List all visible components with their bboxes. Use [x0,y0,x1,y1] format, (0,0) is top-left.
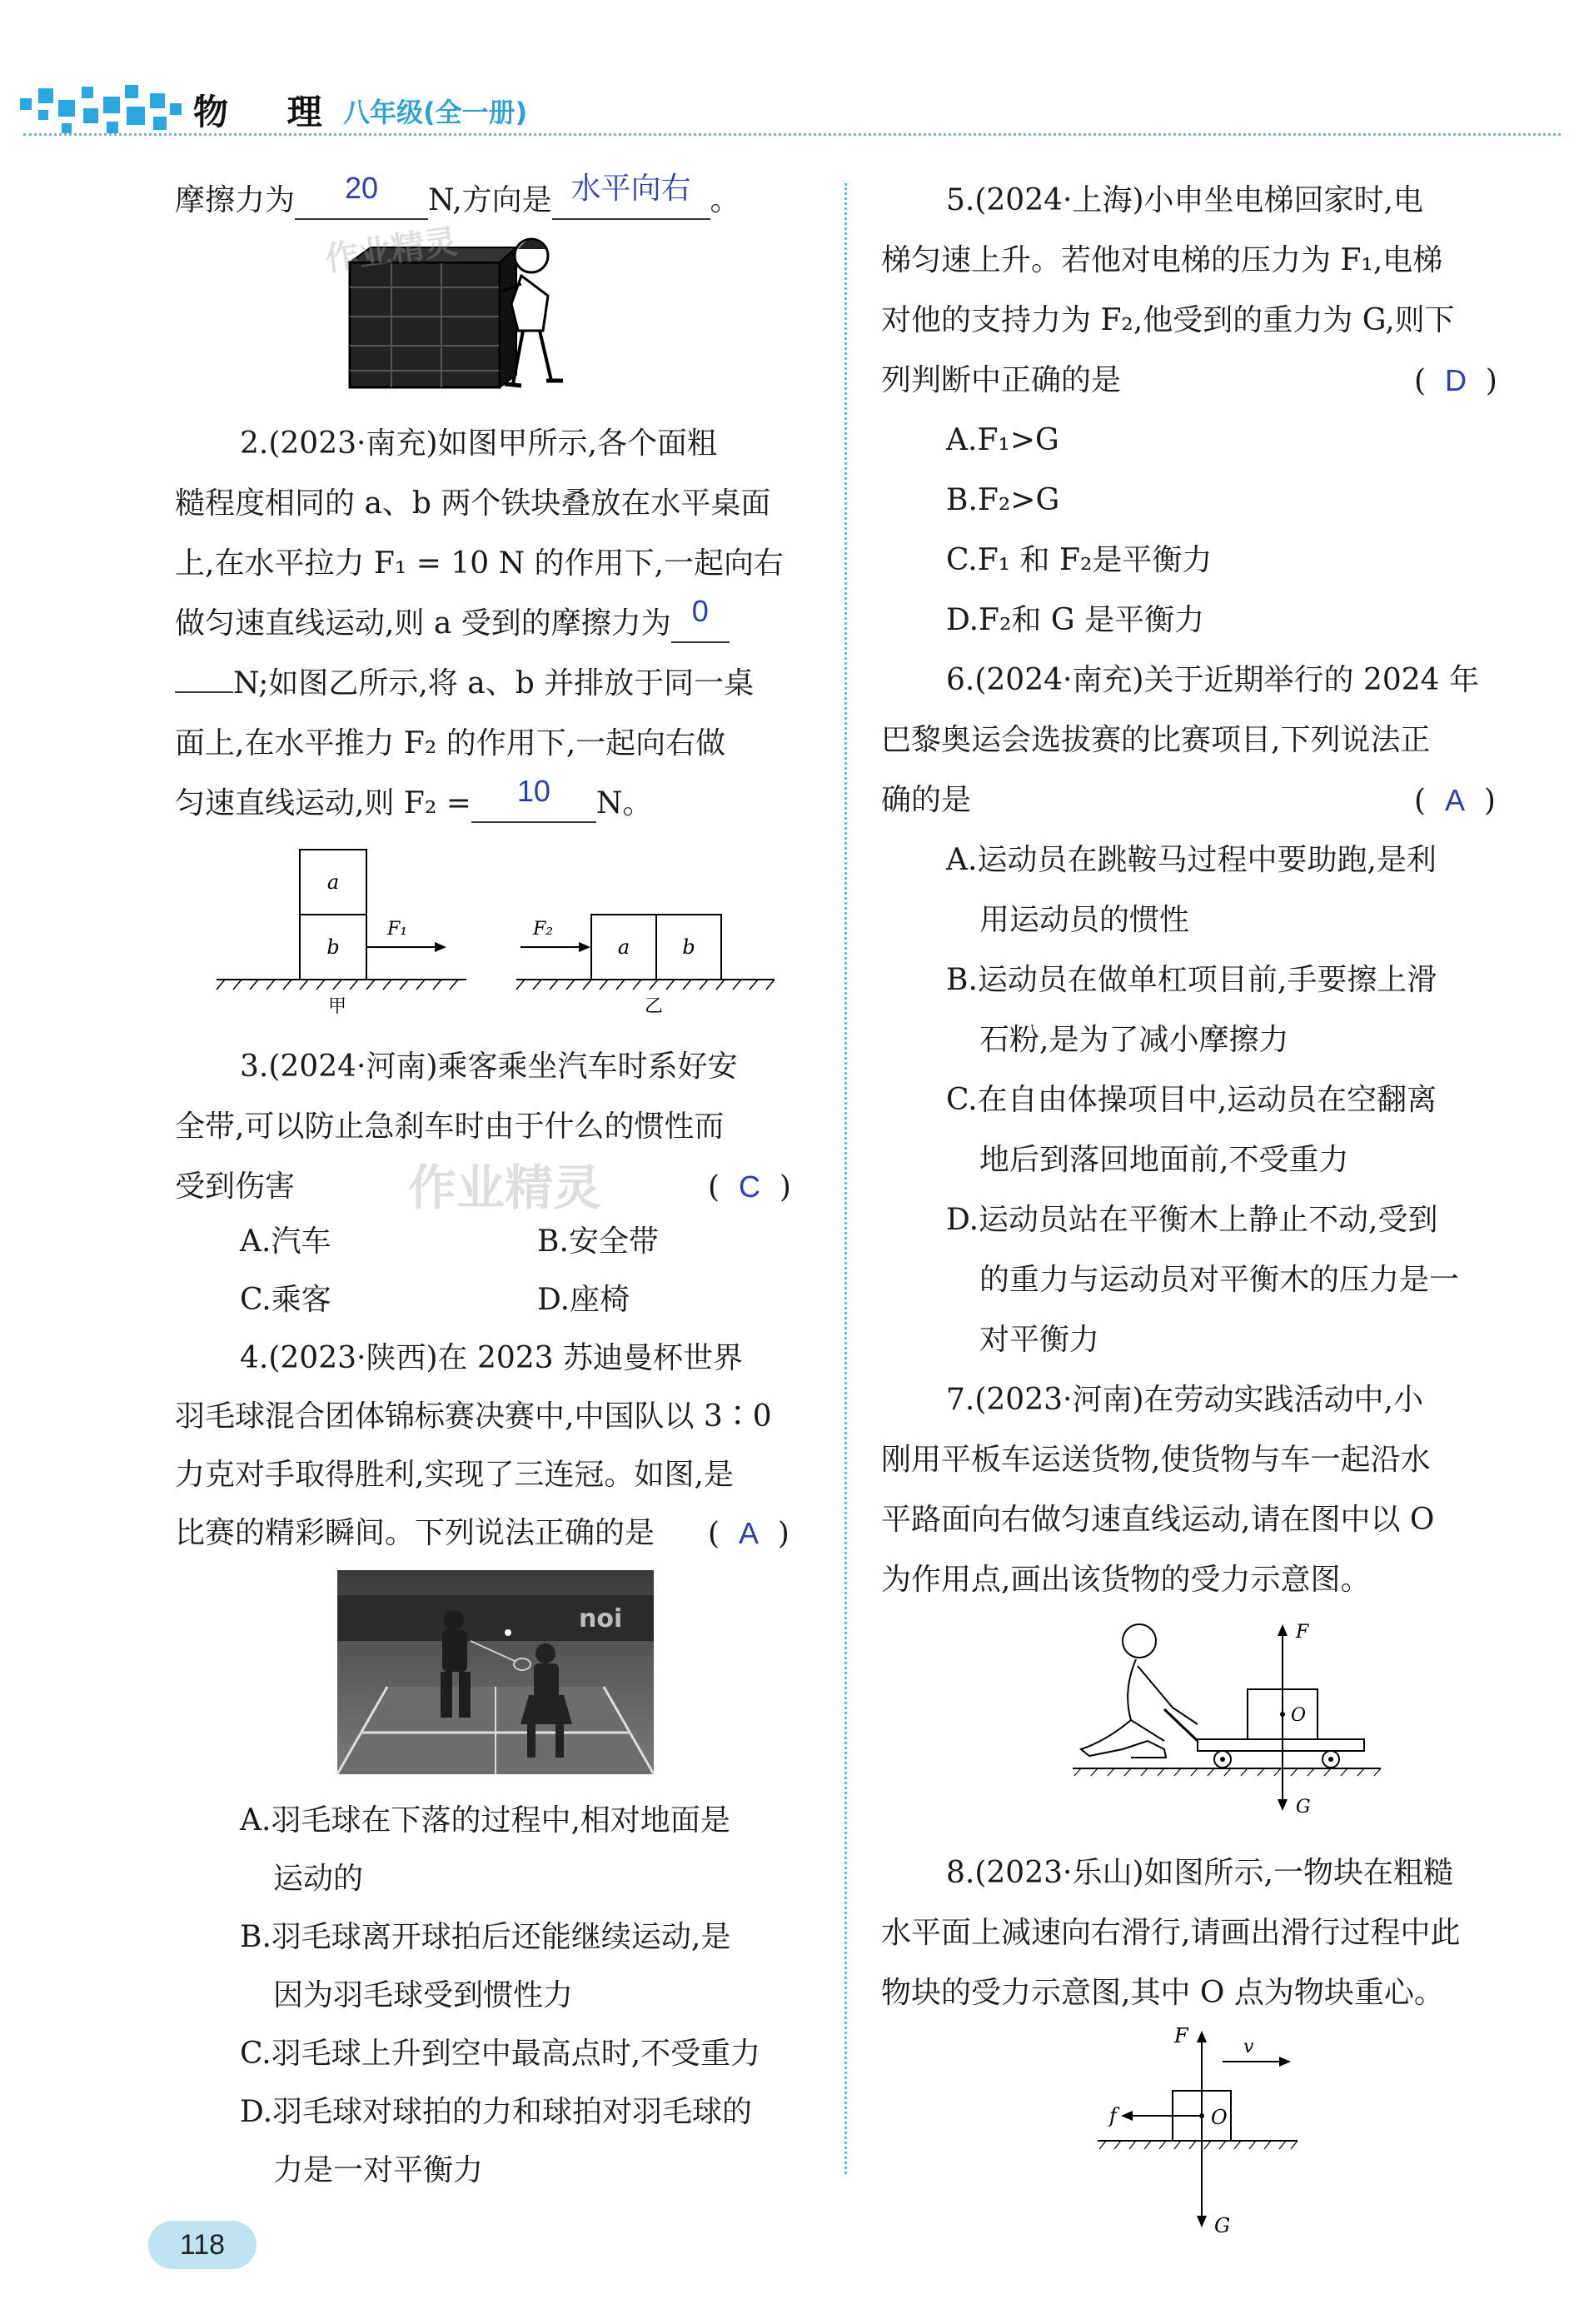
q1-text-post: 。 [710,183,740,217]
column-divider [844,183,847,2174]
q8-line-1: 8.(2023·乐山)如图所示,一物块在粗糙 [946,1856,1453,1890]
q1-text-mid: N,方向是 [428,183,552,217]
q4-answer-bracket: ( A ) [708,1516,790,1551]
q2-line-4 [175,594,730,654]
q2-line-7-tail: N。 [595,786,653,820]
q3-line-1: 3.(2024·河南)乘客乘坐汽车时系好安 [240,1050,738,1084]
q8-block-figure [1081,2024,1347,2241]
q1-line [175,171,740,231]
q2-answer-2: 10 [516,774,550,808]
watermark-2: 作业精灵 [408,1160,602,1216]
q2-blocks-figure [208,841,808,1016]
svg-text:noi: noi [579,1604,623,1633]
fig-caption-jia: 甲 [327,996,347,1017]
q6-answer: A [1444,783,1465,817]
q8-line-2: 水平面上减速向右滑行,请画出滑行过程中此 [881,1916,1461,1950]
q4-option-c-1: C.羽毛球上升到空中最高点时,不受重力 [240,2037,761,2071]
fig-caption-yi: 乙 [644,996,664,1017]
q3-option-a: A.汽车 [240,1224,331,1259]
q5-line-1: 5.(2024·上海)小申坐电梯回家时,电 [946,183,1423,217]
q8-label-O: O [1211,2106,1228,2129]
q2-line-1: 2.(2023·南充)如图甲所示,各个面粗 [240,426,717,461]
q3-option-c: C.乘客 [240,1283,331,1317]
q7-line-3: 平路面向右做匀速直线运动,请在图中以 O [881,1503,1435,1537]
q8-label-f: f [1109,2104,1117,2127]
q4-option-d-2: 力是一对平衡力 [273,2153,484,2187]
header-rule [23,133,1561,136]
q7-line-2: 刚用平板车运送货物,使货物与车一起沿水 [881,1443,1431,1477]
q6-line-2: 巴黎奥运会选拔赛的比赛项目,下列说法正 [881,723,1431,757]
q7-label-G: G [1296,1797,1311,1818]
q8-line-3: 物块的受力示意图,其中 O 点为物块重心。 [881,1976,1444,2010]
page-number: 118 [148,2221,257,2269]
q6-line-3: 确的是 [881,783,972,817]
fig-label-a-side: a [617,935,630,959]
q6-option-b-1: B.运动员在做单杠项目前,手要擦上滑 [946,963,1437,997]
q5-answer: D [1444,363,1467,397]
fig-label-F1: F₁ [387,919,408,940]
fig-label-a-top: a [326,870,340,894]
q6-option-a-2: 用运动员的惯性 [979,903,1190,937]
q4-option-a-2: 运动的 [273,1862,364,1896]
q1-text-pre: 摩擦力为 [175,183,296,217]
header-decoration [20,80,187,147]
q6-answer-bracket: ( A ) [1414,783,1496,818]
q6-option-b-2: 石粉,是为了减小摩擦力 [979,1023,1289,1057]
q4-line-3: 力克对手取得胜利,实现了三连冠。如图,是 [175,1458,734,1492]
q3-option-b: B.安全带 [537,1224,659,1259]
q7-label-O: O [1291,1705,1307,1726]
q8-label-F: F [1174,2024,1188,2047]
grade-title: 八年级(全一册) [343,97,528,128]
q2-line-5 [175,654,754,714]
q8-label-v: v [1243,2037,1254,2057]
q6-option-d-3: 对平衡力 [979,1323,1100,1357]
watermark-1: 作业精灵 [322,222,461,279]
q4-option-a-1: A.羽毛球在下落的过程中,相对地面是 [240,1803,730,1838]
q5-option-a: A.F₁>G [946,423,1059,457]
q5-line-2: 梯匀速上升。若他对电梯的压力为 F₁,电梯 [881,243,1443,277]
q2-line-3: 上,在水平拉力 F₁ = 10 N 的作用下,一起向右 [175,546,784,581]
q3-line-2: 全带,可以防止急刹车时由于什么的惯性而 [175,1110,725,1144]
q2-answer-1: 0 [691,594,709,628]
q6-line-1: 6.(2024·南充)关于近期举行的 2024 年 [946,663,1480,697]
q3-answer-bracket: ( C ) [708,1169,791,1204]
q4-line-4: 比赛的精彩瞬间。下列说法正确的是 [175,1516,655,1550]
q3-line-3: 受到伤害 [175,1169,296,1204]
q2-line-7 [175,774,652,834]
q2-line-4-text: 做匀速直线运动,则 a 受到的摩擦力为 [175,606,671,641]
q7-cart-figure [1073,1616,1389,1816]
q5-line-3: 对他的支持力为 F₂,他受到的重力为 G,则下 [881,303,1455,337]
subject-title: 物 理 [193,92,346,132]
q6-option-d-1: D.运动员站在平衡木上静止不动,受到 [946,1203,1438,1237]
badminton-photo [337,1570,654,1774]
q8-label-G: G [1214,2214,1231,2237]
q7-line-1: 7.(2023·河南)在劳动实践活动中,小 [946,1383,1423,1417]
q1-answer-1: 20 [344,171,379,205]
q5-option-b: B.F₂>G [946,483,1060,517]
q3-answer: C [738,1169,760,1204]
q2-line-2: 糙程度相同的 a、b 两个铁块叠放在水平桌面 [175,486,771,521]
q4-option-d-1: D.羽毛球对球拍的力和球拍对羽毛球的 [240,2095,753,2129]
q2-line-6: 面上,在水平推力 F₂ 的作用下,一起向右做 [175,726,726,761]
q4-option-b-1: B.羽毛球离开球拍后还能继续运动,是 [240,1920,731,1954]
q4-line-2: 羽毛球混合团体锦标赛决赛中,中国队以 3∶0 [175,1399,772,1434]
q5-option-d: D.F₂和 G 是平衡力 [946,603,1205,637]
fig-label-b-side: b [682,935,695,959]
q7-label-F: F [1296,1622,1309,1643]
q6-option-a-1: A.运动员在跳鞍马过程中要助跑,是利 [946,843,1437,877]
q5-option-c: C.F₁ 和 F₂是平衡力 [946,543,1213,577]
q2-line-5-text: N;如图乙所示,将 a、b 并排放于同一桌 [233,666,755,701]
q3-option-d: D.座椅 [537,1283,630,1317]
q4-answer: A [738,1516,759,1550]
fig-label-b-bottom: b [326,935,340,959]
q7-line-4: 为作用点,画出该货物的受力示意图。 [881,1563,1371,1597]
q1-answer-2: 水平向右 [570,171,691,205]
q5-line-4: 列判断中正确的是 [881,363,1122,397]
q6-option-d-2: 的重力与运动员对平衡木的压力是一 [979,1263,1460,1297]
q5-answer-bracket: ( D ) [1414,363,1497,398]
q6-option-c-2: 地后到落回地面前,不受重力 [979,1143,1349,1177]
fig-label-F2: F₂ [533,919,554,940]
q6-option-c-1: C.在自由体操项目中,运动员在空翻离 [946,1083,1437,1117]
q2-line-7-text: 匀速直线运动,则 F₂ = [175,786,471,820]
q4-option-b-2: 因为羽毛球受到惯性力 [273,1978,574,2012]
q4-line-1: 4.(2023·陕西)在 2023 苏迪曼杯世界 [240,1341,744,1375]
